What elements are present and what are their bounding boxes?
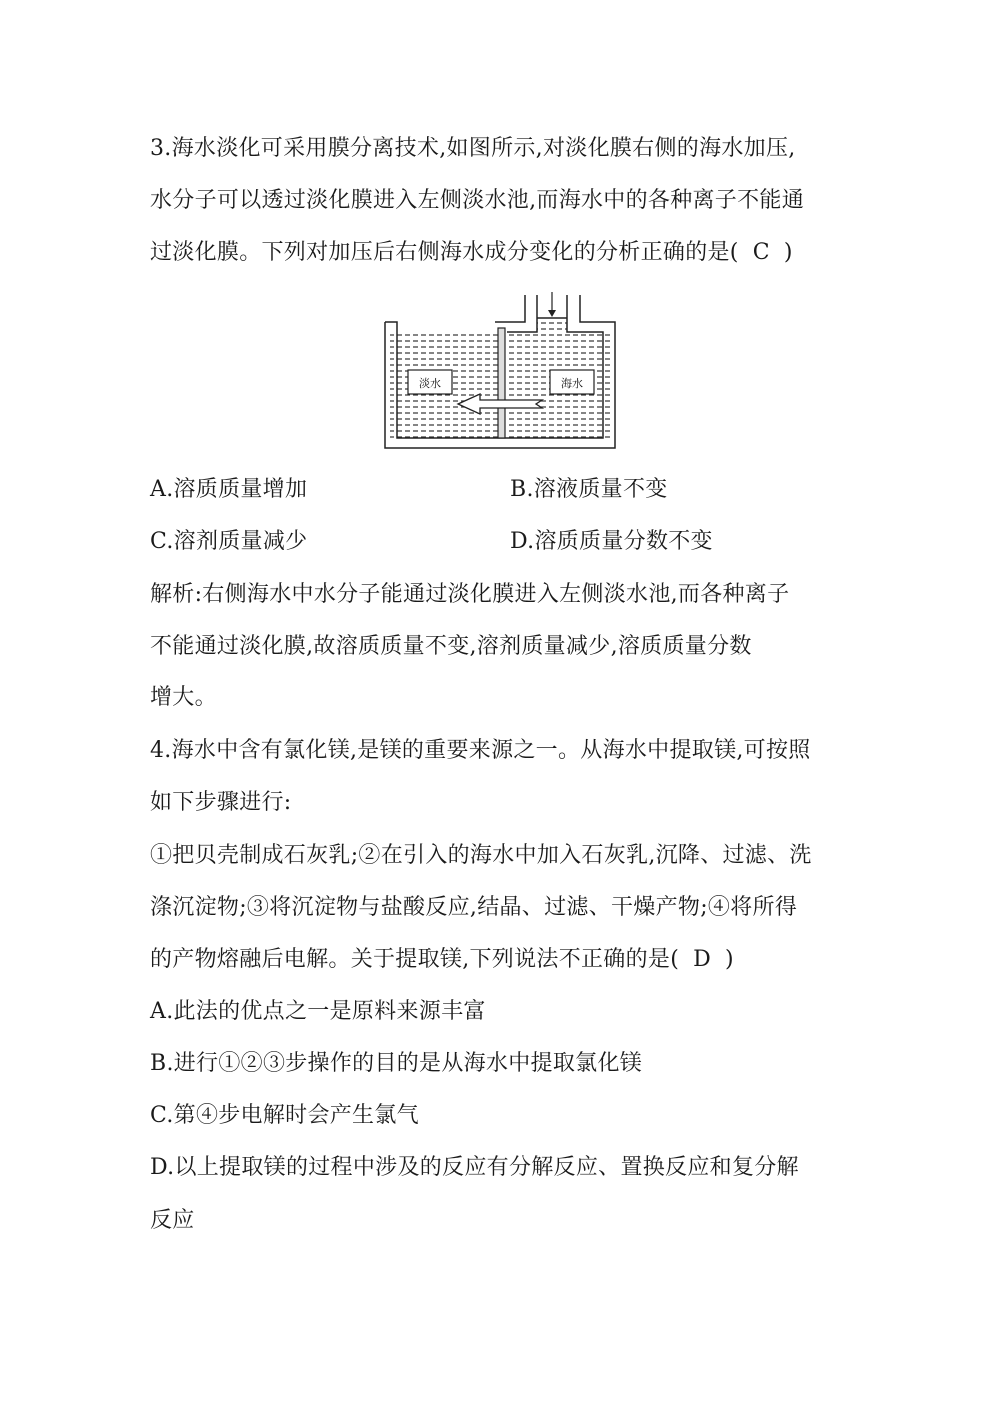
q4-option-d-line-1: D.以上提取镁的过程中涉及的反应有分解反应、置换反应和复分解 [150, 1155, 799, 1180]
q4-stem-line-4: 涤沉淀物;③将沉淀物与盐酸反应,结晶、过滤、干燥产物;④将所得 [150, 895, 798, 920]
q3-analysis-line-1: 解析:右侧海水中水分子能通过淡化膜进入左侧淡水池,而各种离子 [150, 582, 790, 607]
q3-stem-line-1: 3.海水淡化可采用膜分离技术,如图所示,对淡化膜右侧的海水加压, [150, 136, 796, 161]
sea-water-label: 海水 [561, 377, 583, 390]
q3-stem-line-3 [150, 239, 793, 267]
q4-option-a: A.此法的优点之一是原料来源丰富 [150, 999, 486, 1024]
q3-options-row-1 [150, 476, 668, 504]
q3-option-a: A.溶质质量增加 [150, 477, 308, 502]
q3-options-row-2 [150, 528, 713, 556]
q3-option-b: B.溶液质量不变 [510, 477, 668, 502]
desalination-membrane-diagram [380, 290, 620, 450]
q4-stem-line-5 [150, 946, 734, 974]
q3-close-paren: ) [783, 240, 793, 265]
q4-stem-line-1: 4.海水中含有氯化镁,是镁的重要来源之一。从海水中提取镁,可按照 [150, 738, 811, 763]
q4-option-c: C.第④步电解时会产生氯气 [150, 1103, 419, 1128]
fresh-water-label: 淡水 [419, 377, 441, 390]
q3-stem-text: 过淡化膜。下列对加压后右侧海水成分变化的分析正确的是( [150, 240, 739, 265]
q4-option-d-line-2: 反应 [150, 1208, 195, 1233]
q4-stem-line-3: ①把贝壳制成石灰乳;②在引入的海水中加入石灰乳,沉降、过滤、洗 [150, 843, 812, 868]
q4-stem-text: 的产物熔融后电解。关于提取镁,下列说法不正确的是( [150, 947, 680, 972]
q4-close-paren: ) [725, 947, 734, 972]
q3-answer: C [752, 240, 770, 265]
q3-option-c: C.溶剂质量减少 [150, 529, 308, 554]
q3-analysis-line-3: 增大。 [150, 685, 217, 710]
q4-option-b: B.进行①②③步操作的目的是从海水中提取氯化镁 [150, 1051, 643, 1076]
q3-analysis-line-2: 不能通过淡化膜,故溶质质量不变,溶剂质量减少,溶质质量分数 [150, 634, 752, 659]
q4-stem-line-2: 如下步骤进行: [150, 790, 292, 815]
q4-answer: D [693, 947, 712, 972]
q3-stem-line-2: 水分子可以透过淡化膜进入左侧淡水池,而海水中的各种离子不能通 [150, 188, 804, 213]
q3-option-d: D.溶质质量分数不变 [510, 529, 713, 554]
